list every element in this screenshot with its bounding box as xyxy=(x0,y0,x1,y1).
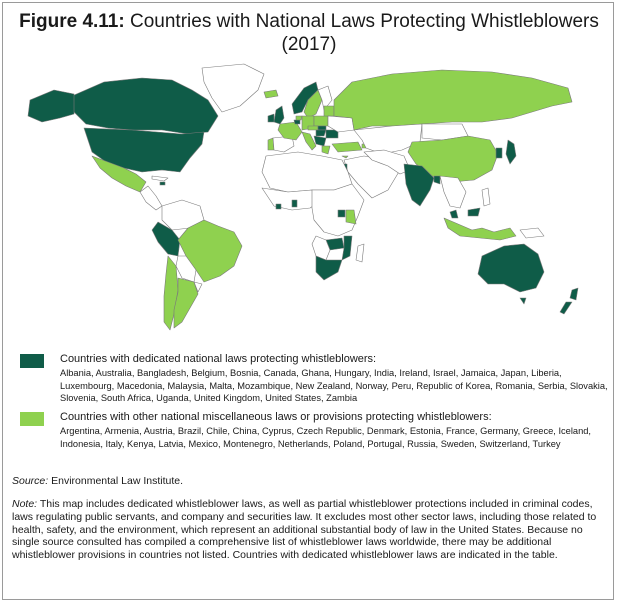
region-balkans xyxy=(314,136,326,146)
region-canada xyxy=(72,78,218,134)
legend-heading-dedicated: Countries with dedicated national laws protecting whistleblowers: xyxy=(60,353,377,365)
region-tasmania xyxy=(520,298,526,304)
legend-heading-miscellaneous: Countries with other national miscellaneous laws or provisions protecting whistleblowers: xyxy=(60,411,492,423)
region-madagascar xyxy=(356,244,364,262)
region-ireland xyxy=(268,114,274,122)
region-new-zealand xyxy=(560,288,578,314)
region-australia xyxy=(478,244,544,292)
region-uk xyxy=(274,106,284,124)
region-greece xyxy=(322,146,330,154)
legend-swatch-dedicated xyxy=(20,354,44,368)
region-north-africa xyxy=(262,152,352,192)
region-netherlands xyxy=(296,116,302,120)
region-korea xyxy=(496,148,502,158)
region-malaysia xyxy=(450,208,480,218)
legend-countries-dedicated: Albania, Australia, Bangladesh, Belgium, Bosnia, Canada, Ghana, Hungary, India, Ireland, Israel, Jamaica, Japan, Liberia, Luxembourg, Macedonia, Malaysia, Malta, Mozambique, New Zealand, Norway, Peru, Republic of Korea, Romania, Serbia, Slovakia, Slovenia, South Africa, Uganda, United Kingdom, United States, Zambia xyxy=(60,368,608,403)
region-turkey xyxy=(332,142,362,152)
region-papua xyxy=(520,228,544,238)
source-line xyxy=(12,475,183,487)
source-text: Environmental Law Institute. xyxy=(51,475,184,487)
region-bangladesh xyxy=(434,176,440,184)
region-slovakia xyxy=(318,126,326,130)
legend-countries-miscellaneous: Argentina, Armenia, Austria, Brazil, Chile, China, Cyprus, Czech Republic, Denmark, Estonia, France, Germany, Greece, Iceland, Indonesia, Italy, Kenya, Latvia, Mexico, Montenegro, Netherlands, Poland, Portugal, Russia, Sweden, Switzerland, Turkey xyxy=(60,426,592,449)
region-belgium xyxy=(294,120,300,124)
region-poland xyxy=(314,116,328,126)
region-iceland xyxy=(264,90,278,98)
figure-title-text: Countries with National Laws Protecting Whistleblowers xyxy=(130,11,599,32)
figure-title xyxy=(0,10,618,56)
note-paragraph xyxy=(12,498,608,562)
note-label: Note: xyxy=(12,498,38,510)
region-cyprus xyxy=(342,156,348,158)
region-hungary xyxy=(316,130,326,136)
region-italy xyxy=(302,132,316,150)
figure-year: (2017) xyxy=(281,34,337,55)
region-belarus-ukraine xyxy=(328,116,354,132)
source-label: Source: xyxy=(12,475,49,487)
region-south-africa xyxy=(316,256,342,280)
region-uganda xyxy=(338,210,345,217)
region-central-america xyxy=(140,186,162,210)
region-ghana xyxy=(292,200,297,207)
figure-number: Figure 4.11: xyxy=(19,11,125,32)
region-russia xyxy=(334,70,572,130)
region-liberia xyxy=(276,204,281,209)
region-jamaica xyxy=(160,182,165,185)
region-alaska xyxy=(28,90,74,122)
region-cuba xyxy=(152,176,168,181)
region-philippines xyxy=(482,188,490,206)
region-baltics xyxy=(324,106,334,116)
note-text: This map includes dedicated whistleblower laws, as well as partial whistleblower protections included in criminal codes, laws regulating public servants, and company and securities law. It excludes most other sector laws, including those related to health, safety, and the environment, which represent an additional substantial body of law in the United States. Because no single source consulted has compiled a comprehensive list of whistleblower laws worldwide, there may be additional whistleblower provisions in countries not listed. Countries with dedicated whistleblower laws are indicated in the table. xyxy=(12,498,597,562)
region-indonesia xyxy=(444,218,516,240)
region-kenya xyxy=(346,210,356,224)
legend-swatch-miscellaneous xyxy=(20,412,44,426)
region-czech xyxy=(308,126,318,130)
region-japan xyxy=(506,140,516,164)
world-map xyxy=(12,60,606,340)
